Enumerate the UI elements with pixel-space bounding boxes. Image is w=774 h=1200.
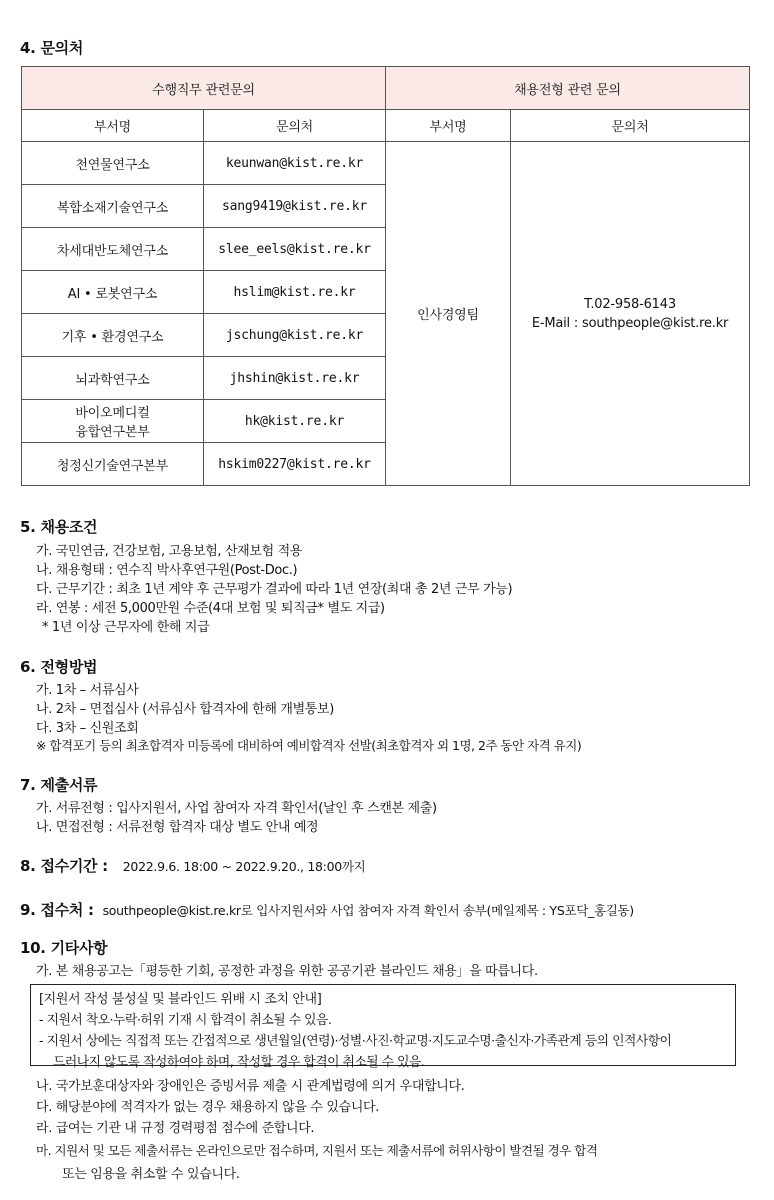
group-header-recruit: 채용전형 관련 문의	[386, 67, 750, 110]
email-cell: hskim0227@kist.re.kr	[204, 443, 386, 486]
misc-line-continued: 또는 임용을 취소할 수 있습니다.	[62, 1167, 240, 1182]
conditions-line: 라. 연봉 : 세전 5,000만원 수준(4대 보험 및 퇴직금* 별도 지급)	[36, 601, 385, 616]
email-cell: hslim@kist.re.kr	[204, 271, 386, 314]
column-header-dept: 부서명	[22, 110, 204, 142]
conditions-line: 가. 국민연금, 건강보험, 고용보험, 산재보험 적용	[36, 544, 302, 559]
application-period-value: 2022.9.6. 18:00 ~ 2022.9.20., 18:00까지	[122, 859, 366, 874]
hr-dept-cell: 인사경영팀	[386, 142, 511, 486]
process-note: ※ 합격포기 등의 최초합격자 미등록에 대비하여 예비합격자 선발(최초합격자 외 1명, 2주 동안 자격 유지)	[36, 738, 582, 753]
column-header-contact-2: 문의처	[511, 110, 750, 142]
misc-line: 다. 해당분야에 적격자가 없는 경우 채용하지 않을 수 있습니다.	[36, 1100, 380, 1115]
documents-line: 나. 면접전형 : 서류전형 합격자 대상 별도 안내 예정	[36, 820, 319, 835]
email-cell: jhshin@kist.re.kr	[204, 357, 386, 400]
section-8-title	[20, 855, 365, 876]
email-cell: slee_eels@kist.re.kr	[204, 228, 386, 271]
notice-title: [지원서 작성 불성실 및 블라인드 위배 시 조치 안내]	[39, 992, 322, 1007]
dept-cell	[22, 400, 204, 443]
section-7-title: 7. 제출서류	[20, 776, 98, 794]
conditions-line: 나. 채용형태 : 연수직 박사후연구원(Post-Doc.)	[36, 563, 298, 578]
email-cell: hk@kist.re.kr	[204, 400, 386, 443]
table-row	[22, 142, 750, 185]
contact-table	[21, 66, 750, 486]
section-10-title: 10. 기타사항	[20, 939, 108, 957]
dept-cell: 청정신기술연구본부	[22, 443, 204, 486]
section-6-title: 6. 전형방법	[20, 658, 98, 676]
section-5-title: 5. 채용조건	[20, 518, 98, 536]
dept-cell: 천연물연구소	[22, 142, 204, 185]
submission-value: southpeople@kist.re.kr로 입사지원서와 사업 참여자 자격 확인서 송부(메일제목 : YS포닥_홍길동)	[102, 903, 634, 918]
hr-phone: T.02-958-6143	[584, 296, 676, 312]
misc-line: 나. 국가보훈대상자와 장애인은 증빙서류 제출 시 관계법령에 의거 우대합니다.	[36, 1079, 465, 1094]
section-4-title: 4. 문의처	[20, 39, 84, 57]
group-header-duty: 수행직무 관련문의	[22, 67, 386, 110]
email-cell: sang9419@kist.re.kr	[204, 185, 386, 228]
process-line: 다. 3차 – 신원조회	[36, 721, 139, 736]
conditions-footnote: * 1년 이상 근무자에 한해 지급	[42, 620, 210, 635]
misc-intro: 가. 본 채용공고는「평등한 기회, 공정한 과정을 위한 공공기관 블라인드 채용」을 따릅니다.	[36, 964, 538, 979]
email-cell: jschung@kist.re.kr	[204, 314, 386, 357]
column-header-contact: 문의처	[204, 110, 386, 142]
notice-line: 드러나지 않도록 작성하여야 하며, 작성할 경우 합격이 취소될 수 있음.	[53, 1055, 425, 1070]
misc-line: 마. 지원서 및 모든 제출서류는 온라인으로만 접수하며, 지원서 또는 제출서류에 허위사항이 발견될 경우 합격	[36, 1143, 598, 1158]
section-9-title	[20, 899, 634, 920]
column-header-dept-2: 부서명	[386, 110, 511, 142]
hr-contact-cell	[511, 142, 750, 486]
misc-line: 라. 급여는 기관 내 규정 경력평점 점수에 준합니다.	[36, 1121, 315, 1136]
process-line: 가. 1차 – 서류심사	[36, 683, 139, 698]
dept-cell: AI • 로봇연구소	[22, 271, 204, 314]
table-group-header-row	[22, 67, 750, 110]
submission-label: 9. 접수처 :	[20, 901, 94, 919]
dept-cell: 뇌과학연구소	[22, 357, 204, 400]
dept-cell: 복합소재기술연구소	[22, 185, 204, 228]
table-column-header-row	[22, 110, 750, 142]
application-period-label: 8. 접수기간 :	[20, 857, 108, 875]
email-cell: keunwan@kist.re.kr	[204, 142, 386, 185]
dept-line-2: 융합연구본부	[75, 425, 150, 440]
blind-notice-box	[30, 984, 736, 1070]
notice-line: - 지원서 상에는 직접적 또는 간접적으로 생년월일(연령)·성별·사진·학교명·지도교수명·출신자·가족관계 등의 인적사항이	[39, 1034, 672, 1049]
dept-line-1: 바이오메디컬	[75, 406, 150, 421]
hr-email: E-Mail : southpeople@kist.re.kr	[531, 315, 729, 331]
dept-cell: 차세대반도체연구소	[22, 228, 204, 271]
process-line: 나. 2차 – 면접심사 (서류심사 합격자에 한해 개별통보)	[36, 702, 334, 717]
notice-line: - 지원서 착오·누락·허위 기재 시 합격이 취소될 수 있음.	[39, 1013, 332, 1028]
conditions-line: 다. 근무기간 : 최초 1년 계약 후 근무평가 결과에 따라 1년 연장(최대 총 2년 근무 가능)	[36, 582, 513, 597]
documents-line: 가. 서류전형 : 입사지원서, 사업 참여자 자격 확인서(날인 후 스캔본 제출)	[36, 801, 437, 816]
dept-cell: 기후 • 환경연구소	[22, 314, 204, 357]
